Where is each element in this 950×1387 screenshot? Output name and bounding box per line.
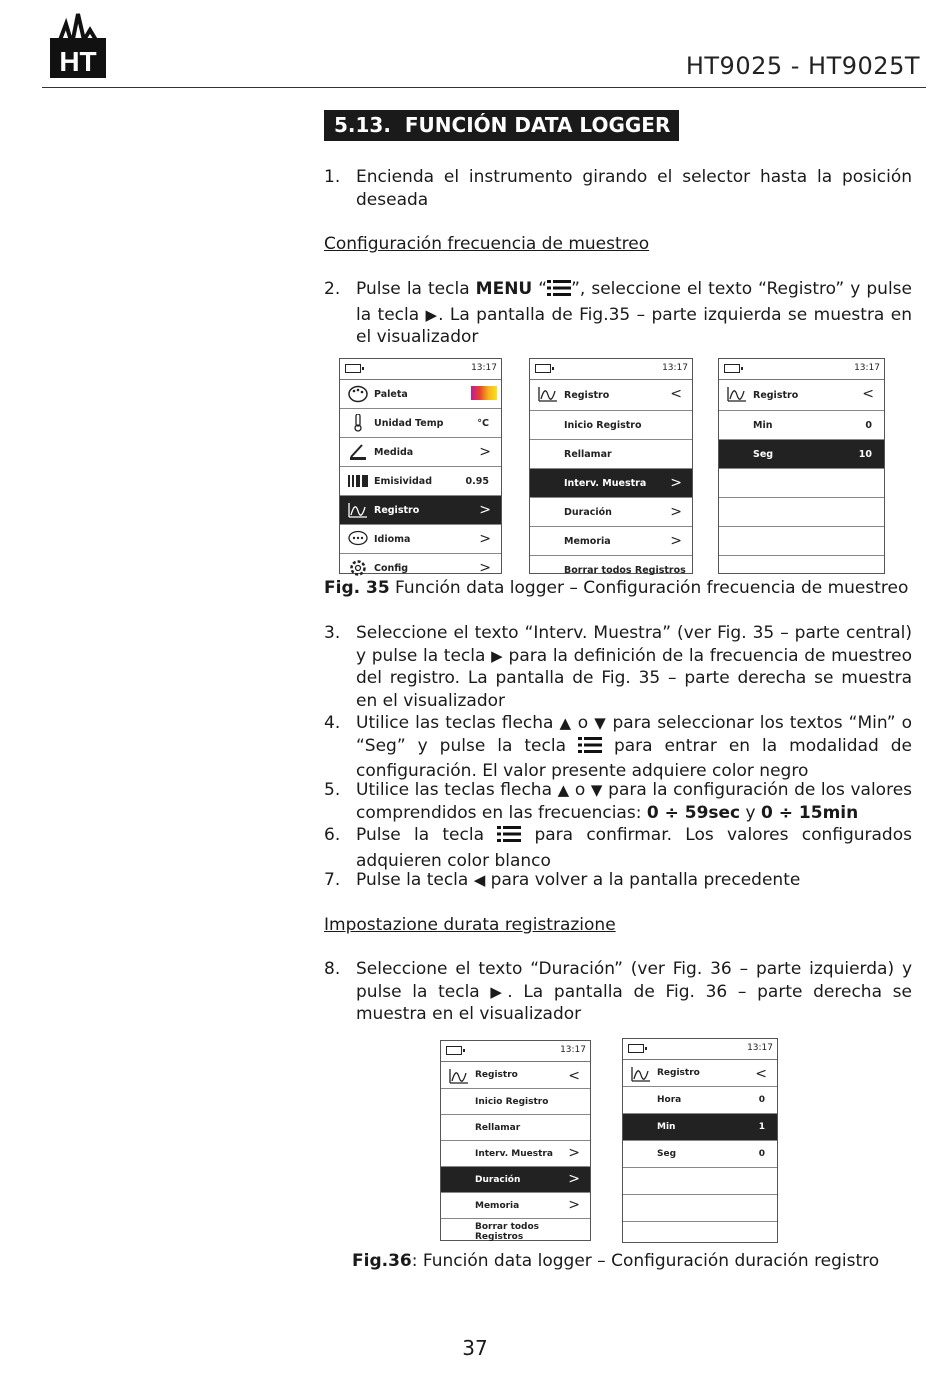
left-arrow-icon: ◀ [473,871,486,889]
chevron-right-icon: > [670,475,682,491]
menu-icon [497,825,521,850]
registro-header-row: Registro < [623,1060,777,1087]
registro-header-row: Registro < [530,380,692,411]
step-3 [324,622,912,712]
fig36-screen-left: 13:17 Registro < Inicio Registro Rellamar Interv. Muestra > Duración > Memoria > Borrar todos Registros [440,1040,591,1241]
menu-row-medida: Medida > [340,438,501,467]
battery-icon [628,1044,644,1053]
battery-icon [535,364,551,373]
menu-row-rellamar: Rellamar [441,1115,590,1141]
step-text: Encienda el instrumento girando el selector hasta la posición deseada [356,167,912,210]
step-number: 5. [324,780,341,800]
step-6 [324,824,912,872]
setting-row-hora: Hora 0 [623,1087,777,1114]
step-4 [324,712,912,783]
menu-row-memoria: Memoria > [441,1193,590,1219]
chevron-left-icon: < [755,1066,767,1082]
step-7 [324,869,912,892]
fig35-screen-center: 13:17 Registro < Inicio Registro Rellamar Interv. Muestra > Duración > Memoria > Borrar todos Registros [529,358,693,574]
chat-bubble-icon [348,530,368,548]
right-arrow-icon: ▶ [491,646,503,665]
document-title: HT9025 - HT9025T [685,52,920,80]
menu-row-memoria: Memoria > [530,527,692,556]
setting-row-min: Min 0 [719,411,884,440]
fig35-caption: Fig. 35 Función data logger – Configuración frecuencia de muestreo [324,578,909,598]
step-2 [324,278,912,349]
palette-swatch [471,386,497,400]
menu-row-unidad-temp: Unidad Temp °C [340,409,501,438]
setting-row-seg: Seg 10 [719,440,884,469]
chevron-right-icon: > [479,502,491,518]
empty-row [623,1168,777,1195]
menu-row-emisividad: Emisividad 0.95 [340,467,501,496]
menu-row-borrar: Borrar todos Registros [475,1221,540,1242]
emissivity-bars-icon [348,472,368,490]
menu-row-inicio-registro: Inicio Registro [441,1089,590,1115]
ruler-pen-icon [348,443,368,461]
menu-row-borrar: Borrar todos Registros [564,564,686,576]
chevron-right-icon: > [479,531,491,547]
menu-row-config: Config > [340,554,501,582]
down-arrow-icon: ▼ [590,781,603,799]
menu-row-duracion: Duración > [530,498,692,527]
menu-row-duracion: Duración > [441,1167,590,1193]
step-number: 4. [324,713,341,733]
waveform-icon [348,501,368,519]
subheading-duration: Impostazione durata registrazione [324,915,616,935]
step-text: Pulse la tecla MENU “ ”, seleccione el texto “Registro” y pulse la tecla ▶. La pantalla de Fig.35 – parte izquierda se muestra en el visualizador [356,279,912,347]
thermometer-icon [348,414,368,432]
battery-icon [446,1046,462,1055]
waveform-icon [631,1065,651,1083]
step-text: Pulse la tecla para confirmar. Los valores configurados adquieren color blanco [356,825,912,871]
menu-row-registro: Registro > [340,496,501,525]
gear-icon [348,559,368,577]
section-heading [324,110,679,141]
step-1 [324,166,912,211]
section-title: FUNCIÓN DATA LOGGER [404,113,671,137]
fig35-screen-left: 13:17 Paleta Unidad Temp °C Medida > Emisividad 0.95 Registro > Idioma > Config > [339,358,502,574]
chevron-right-icon: > [568,1145,580,1161]
waveform-icon [727,385,747,403]
step-number: 6. [324,825,341,845]
empty-row [623,1195,777,1222]
chevron-right-icon: > [479,444,491,460]
menu-row-interv-muestra: Interv. Muestra > [441,1141,590,1167]
battery-icon [345,364,361,373]
step-number: 2. [324,279,341,299]
menu-icon [547,279,571,304]
chevron-left-icon: < [568,1068,580,1084]
empty-row [719,469,884,498]
right-arrow-icon: ▶ [490,982,508,1001]
right-arrow-icon: ▶ [425,305,439,324]
registro-header-row: Registro < [719,380,884,411]
header-rule [42,87,926,88]
ht-logo [50,10,106,78]
waveform-icon [449,1067,469,1085]
chevron-left-icon: < [862,386,874,402]
setting-row-min: Min 1 [623,1114,777,1141]
up-arrow-icon: ▲ [557,781,570,799]
logo-text: HT [59,46,97,77]
menu-row-paleta: Paleta [340,380,501,409]
up-arrow-icon: ▲ [559,714,572,732]
menu-icon [578,736,602,761]
chevron-right-icon: > [568,1197,580,1213]
step-text: Pulse la tecla ◀ para volver a la pantalla precedente [356,870,801,890]
setting-row-seg: Seg 0 [623,1141,777,1168]
step-number: 3. [324,623,341,643]
step-text: Seleccione el texto “Interv. Muestra” (ver Fig. 35 – parte central) y pulse la tecla ▶ para la definición de la frecuencia de muestreo del registro. La pantalla de Fig. 35 – parte derecha se muestra en el visualizador [356,623,912,711]
chevron-right-icon: > [670,533,682,549]
step-8 [324,958,912,1026]
page-number: 37 [462,1336,488,1360]
empty-row [719,527,884,556]
fig35-screen-right: 13:17 Registro < Min 0 Seg 10 [718,358,885,574]
menu-row-rellamar: Rellamar [530,440,692,469]
fig36-screen-right: 13:17 Registro < Hora 0 Min 1 Seg 0 [622,1038,778,1243]
chevron-left-icon: < [670,386,682,402]
menu-row-inicio-registro: Inicio Registro [530,411,692,440]
step-text: Seleccione el texto “Duración” (ver Fig. 36 – parte izquierda) y pulse la tecla ▶. La pantalla de Fig. 36 – parte derecha se muestra en el visualizador [356,959,912,1024]
step-number: 8. [324,959,341,979]
step-text: Utilice las teclas flecha ▲ o ▼ para seleccionar los textos “Min” o “Seg” y pulse la tecla para entrar en la modalidad de configuración. El valor presente adquiere color negro [356,713,912,781]
down-arrow-icon: ▼ [594,714,607,732]
chevron-right-icon: > [479,560,491,576]
fig36-caption: Fig.36: Función data logger – Configuración duración registro [352,1251,880,1271]
palette-icon [348,385,368,403]
step-number: 1. [324,167,341,187]
battery-icon [724,364,740,373]
waveform-icon [538,385,558,403]
subheading-sampling: Configuración frecuencia de muestreo [324,234,650,254]
step-number: 7. [324,870,341,890]
registro-header-row: Registro < [441,1062,590,1089]
section-number: 5.13. [334,113,391,137]
menu-row-idioma: Idioma > [340,525,501,554]
menu-row-interv-muestra: Interv. Muestra > [530,469,692,498]
empty-row [719,498,884,527]
chevron-right-icon: > [568,1171,580,1187]
chevron-right-icon: > [670,504,682,520]
step-5 [324,779,912,824]
step-text: Utilice las teclas flecha ▲ o ▼ para la configuración de los valores comprendidos en las frecuencias: 0 ÷ 59sec y 0 ÷ 15min [356,780,913,823]
